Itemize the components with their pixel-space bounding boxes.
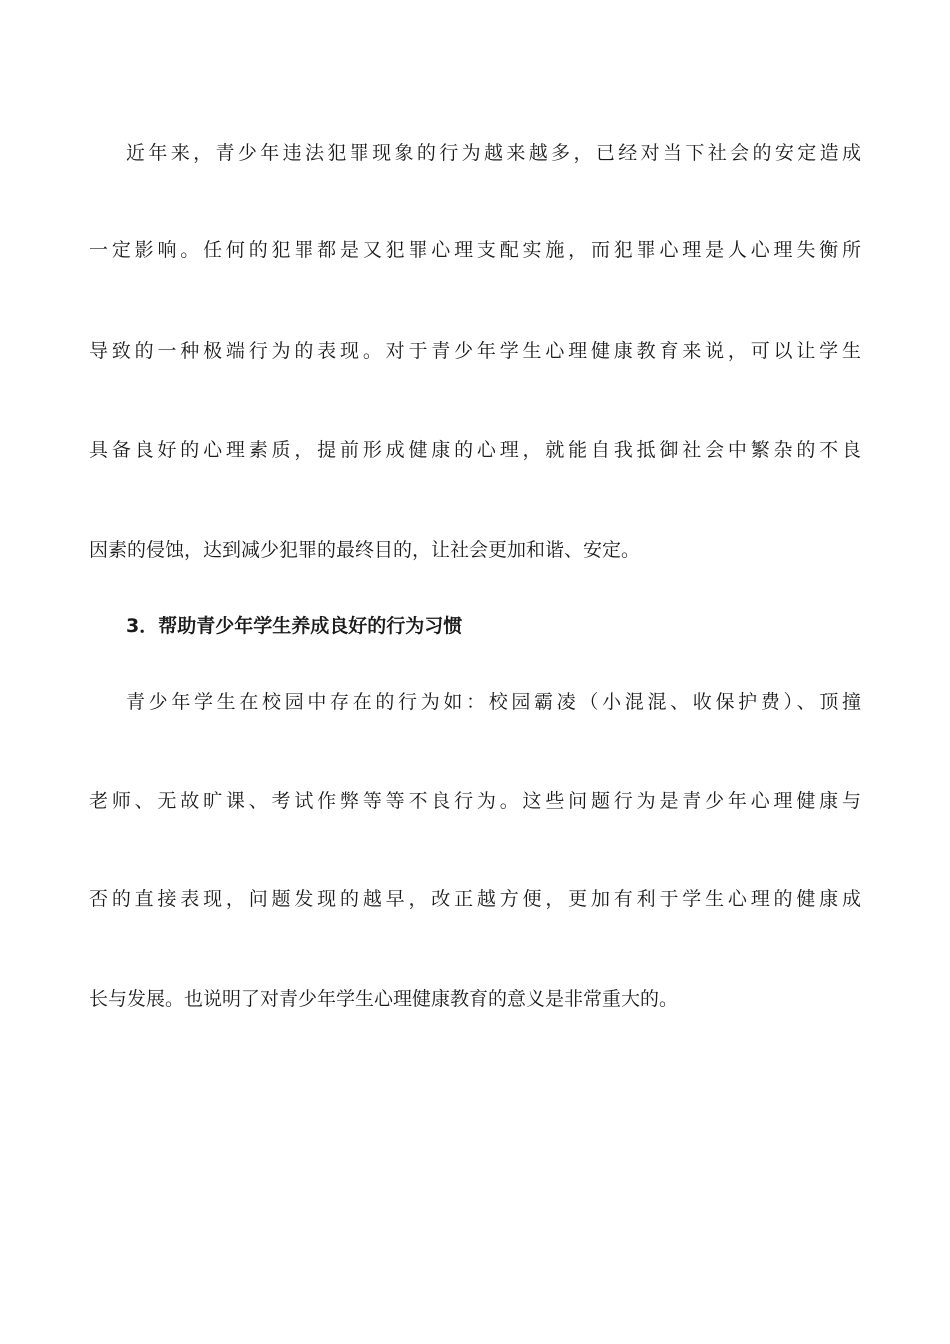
paragraph-1-line-2: 一定影响。任何的犯罪都是又犯罪心理支配实施，而犯罪心理是人心理失衡所 — [89, 239, 861, 261]
paragraph-2-line-1: 青少年学生在校园中存在的行为如：校园霸凌（小混混、收保护费）、顶撞 — [126, 691, 861, 713]
paragraph-2-line-4: 长与发展。也说明了对青少年学生心理健康教育的意义是非常重大的。 — [89, 988, 679, 1010]
paragraph-1-line-1: 近年来，青少年违法犯罪现象的行为越来越多，已经对当下社会的安定造成 — [126, 142, 861, 164]
paragraph-2-line-3: 否的直接表现，问题发现的越早，改正越方便，更加有利于学生心理的健康成 — [89, 888, 861, 910]
paragraph-2-line-2: 老师、无故旷课、考试作弊等等不良行为。这些问题行为是青少年心理健康与 — [89, 790, 861, 812]
section-heading: 3．帮助青少年学生养成良好的行为习惯 — [126, 615, 463, 637]
paragraph-1-line-5: 因素的侵蚀，达到减少犯罪的最终目的，让社会更加和谐、安定。 — [89, 539, 641, 561]
paragraph-1-line-4: 具备良好的心理素质，提前形成健康的心理，就能自我抵御社会中繁杂的不良 — [89, 439, 861, 461]
paragraph-1-line-3: 导致的一种极端行为的表现。对于青少年学生心理健康教育来说，可以让学生 — [89, 340, 861, 362]
